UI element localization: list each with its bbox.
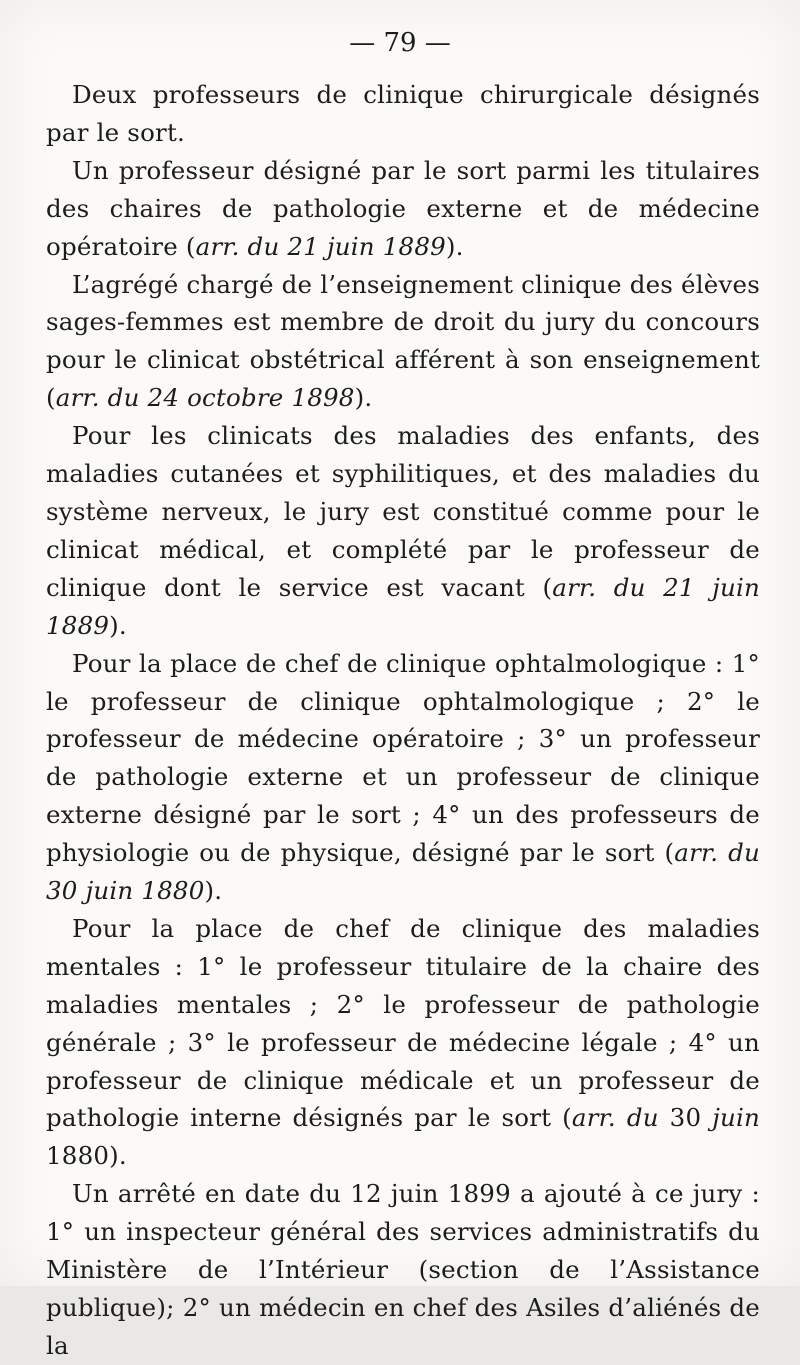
paragraph-text: ). (109, 610, 127, 640)
paragraph-text: Un arrêté en date du 12 juin 1899 a ajouté à ce jury : 1° un inspecteur général des services administratifs du Ministère de l’Intérieur (section de l’Assistance publique); 2° un médecin en chef des Asiles d’aliénés de la (46, 1179, 760, 1360)
paragraph-text: L’agrégé chargé de l’enseignement clinique des élèves sages-femmes est membre de droit du jury du concours pour le clinicat obstétrical afférent à son enseignement ( (46, 269, 760, 413)
paragraph (46, 76, 760, 152)
paragraph-text: ). (445, 231, 464, 261)
paragraph (46, 152, 760, 266)
paragraph (46, 1175, 760, 1365)
paragraph-text: Deux professeurs de clinique chirurgicale désignés par le sort. (46, 80, 760, 147)
paragraph-text: Pour les clinicats des maladies des enfants, des maladies cutanées et syphilitiques, et des maladies du système nerveux, le jury est constitué comme pour le clinicat médical, et complété par le professeur de clinique dont le service est vacant ( (46, 421, 760, 602)
citation-text: juin (712, 1103, 760, 1133)
paragraph-text: ). (204, 876, 223, 906)
paragraph-text: 1880). (46, 1141, 127, 1171)
paragraph-text: Pour la place de chef de clinique ophtalmologique : 1° le professeur de clinique ophtalmologique ; 2° le professeur de médecine opératoire ; 3° un professeur de pathologie externe et un professeur de clinique externe désigné par le sort ; 4° un des professeurs de physiologie ou de physique, désigné par le sort ( (46, 648, 760, 868)
paragraph (46, 417, 760, 644)
citation-text: arr. du 21 juin 1889 (46, 572, 760, 640)
body-text (46, 76, 760, 1365)
citation-text: arr. du 24 octobre 1898 (55, 383, 355, 413)
citation-text: arr. du 21 juin 1889 (195, 231, 446, 261)
paragraph (46, 266, 760, 418)
paragraph (46, 645, 760, 910)
citation-text: arr. du (571, 1103, 659, 1133)
paragraph-text: 30 (658, 1103, 713, 1133)
paragraph (46, 910, 760, 1175)
paragraph-text: ). (354, 383, 373, 413)
paragraph-text: Un professeur désigné par le sort parmi les titulaires des chaires de pathologie externe et de médecine opératoire ( (46, 155, 760, 261)
citation-text: arr. du 30 juin 1880 (46, 838, 761, 906)
page-number: — 79 — (349, 28, 451, 58)
paragraph-text: Pour la place de chef de clinique des maladies mentales : 1° le professeur titulaire de la chaire des maladies mentales ; 2° le professeur de pathologie générale ; 3° le professeur de médecine légale ; 4° un professeur de clinique médicale et un professeur de pathologie interne désignés par le sort ( (46, 913, 760, 1133)
